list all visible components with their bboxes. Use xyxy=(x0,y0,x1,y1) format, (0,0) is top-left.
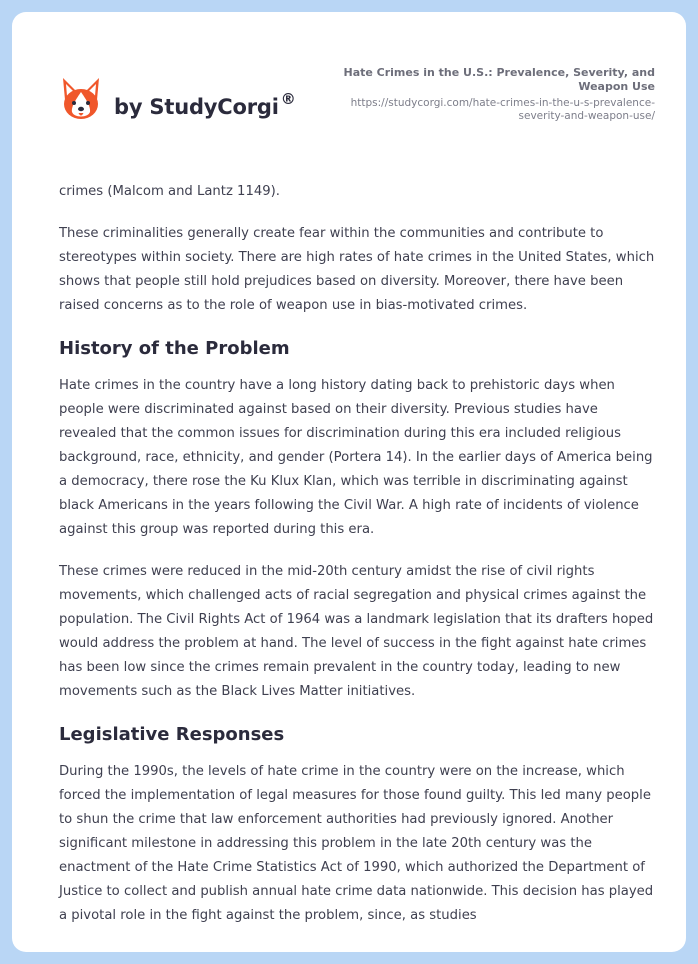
corgi-logo-icon xyxy=(60,76,102,122)
paragraph: These criminalities generally create fear within the communities and contribute to stereotypes within society. There are high rates of hate crimes in the United States, which shows that people still hold prejudices based on diversity. Moreover, there have been raised concerns as to the role of weapon use in bias-motivated crimes. xyxy=(59,226,655,313)
paragraph: During the 1990s, the levels of hate crime in the country were on the increase, which forced the implementation of legal measures for those found guilty. This led many people to shun the crime that law enforcement authorities had previously ignored. Another significant milestone in addressing this problem in the late 20th century was the enactment of the Hate Crime Statistics Act of 1990, which authorized the Department of Justice to collect and publish annual hate crime data nationwide. This decision has played a pivotal role in the fight against the problem, since, as studies xyxy=(59,764,654,923)
studycorgi-logo[interactable] xyxy=(60,76,320,136)
document-page xyxy=(12,12,686,952)
section-heading-history: History of the Problem xyxy=(59,338,290,359)
section-heading-legislative: Legislative Responses xyxy=(59,724,285,745)
document-meta xyxy=(315,66,655,123)
document-title: Hate Crimes in the U.S.: Prevalence, Severity, and Weapon Use xyxy=(343,66,655,93)
paragraph: Hate crimes in the country have a long history dating back to prehistoric days when people were discriminated against based on their diversity. Previous studies have revealed that the common issues for discrimination during this era included religious background, race, ethnicity, and gender (Portera 14). In the earlier days of America being a democracy, there rose the Ku Klux Klan, which was terrible in discriminating against black Americans in the years following the Civil War. A high rate of incidents of violence against this group was reported during this era. xyxy=(59,378,653,537)
document-url[interactable]: https://studycorgi.com/hate-crimes-in-the-u-s-prevalence-severity-and-weapon-use/ xyxy=(350,97,655,122)
paragraph: crimes (Malcom and Lantz 1149). xyxy=(59,184,280,199)
brand-name: by StudyCorgi ® xyxy=(114,90,296,119)
document-body xyxy=(59,180,659,946)
page-header xyxy=(12,12,686,152)
paragraph: These crimes were reduced in the mid-20th century amidst the rise of civil rights movements, which challenged acts of racial segregation and physical crimes against the population. The Civil Rights Act of 1964 was a landmark legislation that its drafters hoped would address the problem at hand. The level of success in the fight against hate crimes has been low since the crimes remain prevalent in the country today, leading to new movements such as the Black Lives Matter initiatives. xyxy=(59,564,654,699)
